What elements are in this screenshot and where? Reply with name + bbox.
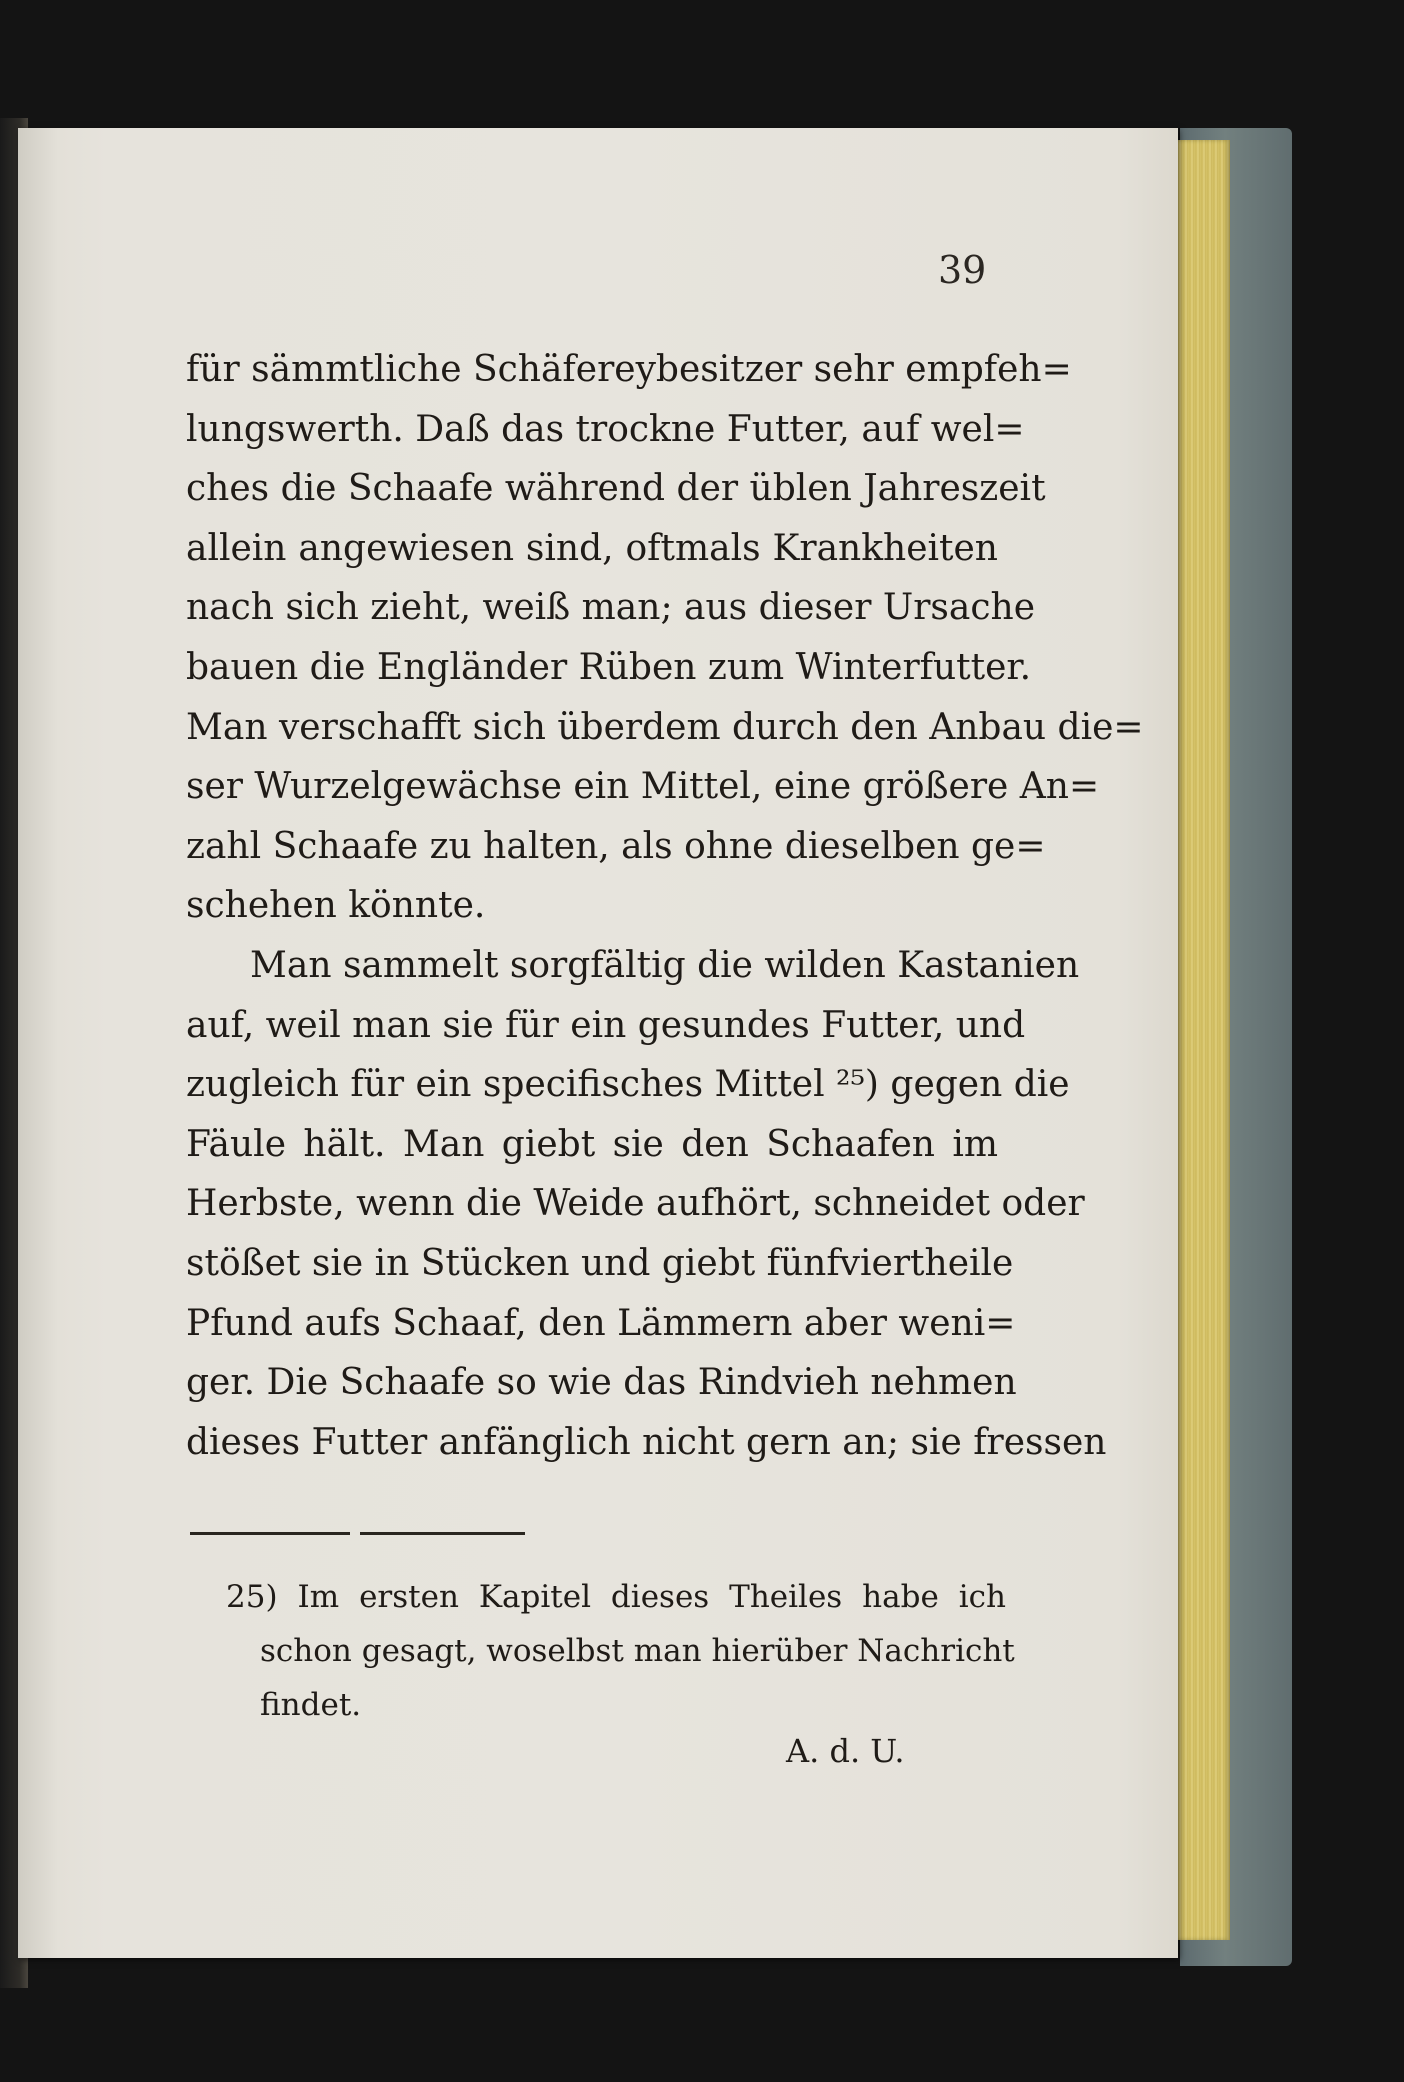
footnote-line: schon gesagt, woselbst man hierüber Nachricht xyxy=(260,1633,1015,1669)
text-line: bauen die Engländer Rüben zum Winterfutter. xyxy=(186,646,1032,688)
page-number: 39 xyxy=(938,248,987,292)
text-line: ser Wurzelgewächse ein Mittel, eine größere An= xyxy=(186,766,1100,808)
page-edges xyxy=(1170,140,1230,1940)
text-line: ger. Die Schaafe so wie das Rindvieh nehmen xyxy=(186,1362,1017,1404)
text-line: zugleich für ein specifisches Mittel ²⁵) gegen die xyxy=(186,1064,1070,1106)
text-line: für sämmtliche Schäfereybesitzer sehr empfeh= xyxy=(186,349,1072,390)
text-line: Pfund aufs Schaaf, den Lämmern aber weni= xyxy=(186,1302,1016,1344)
text-line: allein angewiesen sind, oftmals Krankheiten xyxy=(186,527,998,569)
footnote xyxy=(226,1570,1015,1732)
text-line: nach sich zieht, weiß man; aus dieser Ursache xyxy=(186,587,1036,629)
text-line: auf, weil man sie für ein gesundes Futter, und xyxy=(186,1004,1026,1046)
text-line: Fäule hält. Man giebt sie den Schaafen im xyxy=(186,1123,998,1165)
text-line: ches die Schaafe während der üblen Jahreszeit xyxy=(186,468,1046,510)
footnote-rule xyxy=(360,1532,525,1535)
body-text xyxy=(186,340,1144,1472)
text-line: stößet sie in Stücken und giebt fünfviertheile xyxy=(186,1242,1014,1284)
footnote-rule xyxy=(190,1532,350,1535)
text-line: Herbste, wenn die Weide aufhört, schneidet oder xyxy=(186,1183,1085,1225)
text-line: zahl Schaafe zu halten, als ohne dieselben ge= xyxy=(186,825,1046,867)
footnote-signature: A. d. U. xyxy=(786,1732,905,1770)
text-line: dieses Futter anfänglich nicht gern an; sie fressen xyxy=(186,1421,1107,1463)
footnote-line: findet. xyxy=(260,1687,362,1723)
footnote-line: 25) Im ersten Kapitel dieses Theiles habe ich xyxy=(226,1579,1006,1615)
text-line: Man verschafft sich überdem durch den Anbau die= xyxy=(186,706,1144,748)
text-line: schehen könnte. xyxy=(186,885,486,927)
text-line: Man sammelt sorgfältig die wilden Kastanien xyxy=(250,944,1080,986)
text-line: lungswerth. Daß das trockne Futter, auf wel= xyxy=(186,408,1025,450)
